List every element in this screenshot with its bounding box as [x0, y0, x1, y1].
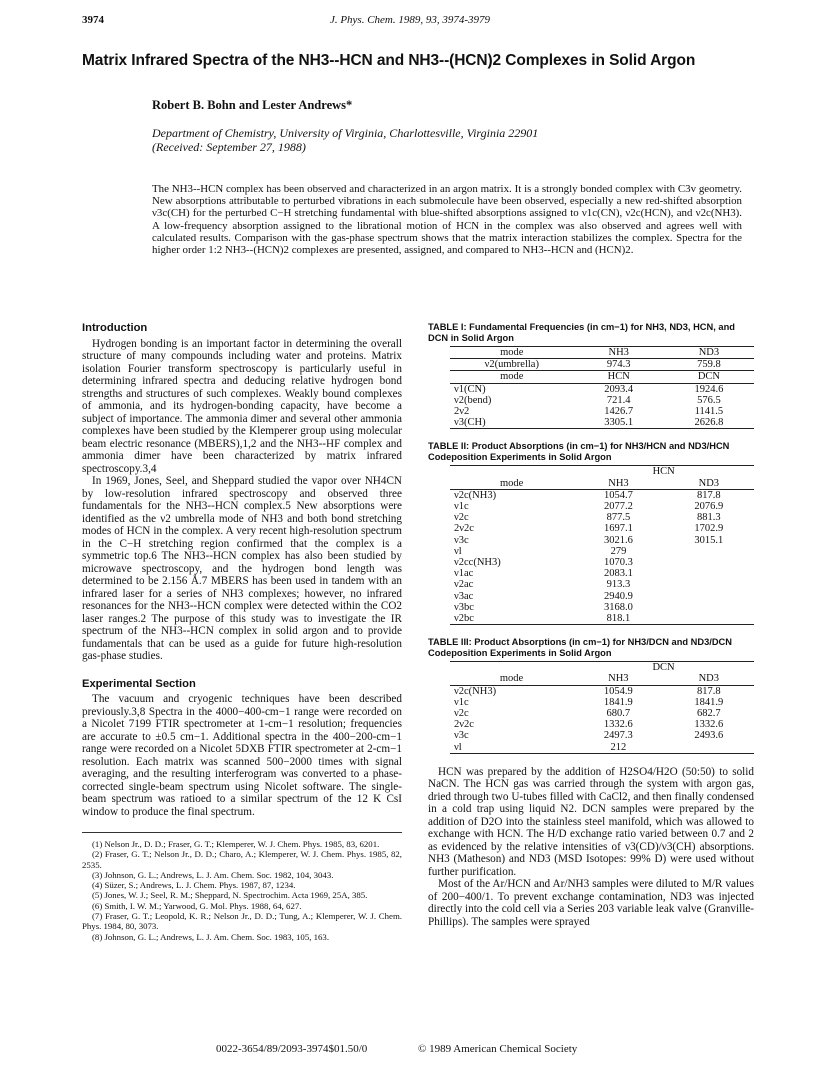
table-cell: 1841.9 — [603, 696, 633, 708]
table-cell: ν2(umbrella) — [450, 359, 574, 371]
affiliation: Department of Chemistry, University of Virginia, Charlottesville, Virginia 22901 — [152, 126, 539, 140]
table-header: ND3 — [664, 673, 754, 685]
table-cell: 3015.1 — [694, 534, 724, 546]
table-row — [450, 697, 754, 708]
table-cell: 1702.9 — [694, 523, 724, 535]
table-cell: 212 — [573, 742, 663, 754]
table-cell — [664, 602, 754, 613]
table-3 — [428, 637, 754, 754]
table-cell: ν3c — [454, 730, 469, 742]
reference-item: (7) Fraser, G. T.; Leopold, K. R.; Nelson Jr., D. D.; Tung, A.; Klemperer, W. J. Chem. Phys. 1984, 80, 3073. — [82, 911, 402, 932]
table-cell — [664, 568, 754, 579]
authors: Robert B. Bohn and Lester Andrews* — [152, 98, 353, 112]
article-title: Matrix Infrared Spectra of the NH3--HCN and NH3--(HCN)2 Complexes in Solid Argon — [82, 52, 696, 69]
table-cell: 881.3 — [697, 512, 721, 524]
table-header: HCN — [574, 371, 664, 383]
table-cell — [664, 546, 754, 557]
table-cell: 721.4 — [606, 394, 631, 406]
table-row — [450, 719, 754, 730]
table-3-grid — [450, 661, 754, 754]
table-cell: 3168.0 — [604, 601, 633, 613]
table-cell: 2ν2c — [454, 523, 474, 535]
table-cell: 1332.6 — [603, 719, 633, 731]
left-column — [82, 322, 402, 942]
table-cell: 877.5 — [606, 512, 631, 524]
table-cell: 2497.3 — [603, 730, 633, 742]
table-cell: 2ν2 — [454, 406, 470, 418]
table-cell: 576.5 — [697, 394, 721, 406]
table-cell: 1070.3 — [604, 557, 633, 569]
table-header: mode — [450, 673, 573, 685]
table-cell — [664, 557, 754, 568]
table-cell: 2077.2 — [604, 501, 633, 513]
table-header: mode — [450, 371, 574, 383]
table-cell: ν3bc — [454, 601, 474, 613]
table-header: DCN — [664, 371, 754, 383]
table-cell — [664, 742, 754, 754]
affiliation-block — [152, 126, 538, 154]
table-header: NH3 — [574, 347, 664, 359]
reference-item: (4) Süzer, S.; Andrews, L. J. Chem. Phys. 1987, 87, 1234. — [92, 880, 296, 891]
table-cell: ν3c — [454, 534, 469, 546]
reference-item: (6) Smith, I. W. M.; Yarwood, G. Mol. Phys. 1988, 64, 627. — [92, 900, 302, 911]
table-cell: 974.3 — [574, 359, 664, 371]
table-cell: 2493.6 — [694, 730, 724, 742]
table-row — [450, 602, 754, 613]
table-row — [450, 512, 754, 523]
table-cell: ν1c — [454, 696, 469, 708]
table-cell: ν2cc(NH3) — [454, 557, 501, 569]
page-number: 3974 — [82, 14, 104, 26]
table-row — [450, 546, 754, 557]
table-cell: ν1c — [454, 501, 469, 513]
table-group-header: DCN — [573, 662, 754, 674]
table-cell: 2083.1 — [604, 568, 633, 580]
table-cell: 759.8 — [664, 359, 754, 371]
table-cell: 680.7 — [606, 708, 631, 720]
table-row — [450, 557, 754, 568]
table-cell: 2940.9 — [604, 590, 633, 602]
table-cell: 682.7 — [696, 708, 721, 720]
table-cell: 1697.1 — [604, 523, 633, 535]
intro-paragraph-2: In 1969, Jones, Seel, and Sheppard studied the vapor over NH4CN by low-resolution infrared spectroscopy and observed three fundamentals for the NH3--HCN complex.5 New absorptions were identified as the ν2 umbrella mode of NH3 and both bond stretching modes of HCN in the complex. A very recent high-resolution spectrum in the C−H stretching region confirmed that the complex is a symmetric top.6 The NH3--HCN complex has also been studied by microwave spectroscopy, and the hydrogen bond length was determined to be 2.156 Å.7 MBERS has been used in tandem with an infrared laser for a series of NH3 complexes; however, no infrared resonances for the NH3--HCN complex were detected within the CO2 laser ranges.2 The purpose of this study was to investigate the IR spectrum of the NH3--HCN complex in solid argon and to provide fundamentals that can be used as a guide for future high-resolution gas-phase studies. — [82, 475, 402, 662]
reference-item: (2) Fraser, G. T.; Nelson Jr., D. D.; Charo, A.; Klemperer, W. J. Chem. Phys. 1985, 82, 2535. — [82, 849, 402, 870]
reference-item: (8) Johnson, G. L.; Andrews, L. J. Am. Chem. Soc. 1983, 105, 163. — [92, 931, 330, 942]
table-row — [450, 730, 754, 741]
table-cell: 818.1 — [573, 613, 663, 625]
table-row — [450, 501, 754, 512]
table-cell: 279 — [610, 545, 627, 557]
article-code: 0022-3654/89/2093-3974$01.50/0 — [216, 1043, 368, 1055]
table-cell: ν2c(NH3) — [454, 489, 497, 501]
table-row — [450, 685, 754, 697]
table-cell: 2093.4 — [604, 383, 634, 395]
table-cell: 1426.7 — [604, 406, 634, 418]
table-2-caption: TABLE II: Product Absorptions (in cm−1) for NH3/HCN and ND3/HCN Codeposition Experiments in Solid Argon — [428, 441, 730, 463]
right-paragraph-1: HCN was prepared by the addition of H2SO4/H2O (50:50) to solid NaCN. The HCN gas was carried through the system with argon gas, dried through two U-tubes filled with CaCl2, and then finally condensed in a cold trap using liquid N2. DCN samples were prepared by the addition of D2O into the stainless steel manifold, which was allowed to exchange with HCN. The H/D exchange ratio varied between 0.7 and 2 as evidenced by the relative intensities of ν3(CD)/ν3(CH) absorptions. NH3 (Matheson) and ND3 (MSD Isotopes: 99% D) were used without further purification. — [428, 765, 754, 878]
table-cell — [664, 613, 754, 625]
reference-item: (1) Nelson Jr., D. D.; Fraser, G. T.; Klemperer, W. J. Chem. Phys. 1985, 83, 6201. — [92, 839, 380, 849]
table-2-grid — [450, 465, 754, 625]
abstract: The NH3--HCN complex has been observed and characterized in an argon matrix. It is a strongly bonded complex with C3v geometry. New absorptions attributable to perturbed vibrations in each submolecule have been observed, especially a new red-shifted absorption ν3c(CH) for the perturbed C−H stretching fundamental with blue-shifted absorptions assigned to ν1c(CN), ν2c(HCN), and ν2c(NH3). A low-frequency absorption assigned to the librational motion of HCN in the complex was also observed and agrees well with calculated results. Comparison with the gas-phase spectrum shows that the matrix interaction stabilizes the complex. Spectra for the higher order 1:2 NH3--(HCN)2 complexes are presented, assigned, and compared to NH3--HCN and (HCN)2. — [152, 183, 742, 257]
table-row — [450, 523, 754, 534]
right-column — [428, 322, 754, 928]
table-cell: ν2c(NH3) — [454, 685, 497, 697]
table-cell: 1841.9 — [694, 696, 724, 708]
table-row — [450, 591, 754, 602]
table-cell — [664, 579, 754, 590]
table-2 — [428, 441, 754, 625]
table-1-caption: TABLE I: Fundamental Frequencies (in cm−1) for NH3, ND3, HCN, and DCN in Solid Argon — [428, 322, 735, 343]
table-cell: ν2bc — [450, 613, 573, 625]
table-1-grid — [450, 346, 754, 429]
intro-heading: Introduction — [82, 322, 148, 334]
table-cell: 913.3 — [606, 579, 631, 591]
table-cell: ν2(bend) — [454, 394, 492, 406]
table-cell: ν2c — [454, 708, 469, 720]
table-cell: 817.8 — [697, 489, 721, 501]
table-header: NH3 — [573, 478, 663, 490]
table-cell: 817.8 — [696, 685, 721, 697]
table-cell: ν2c — [454, 512, 469, 524]
table-header: ND3 — [664, 478, 754, 490]
table-row — [450, 489, 754, 501]
experimental-paragraph-1: The vacuum and cryogenic techniques have been described previously.3,8 Spectra in the 4000−400-cm−1 range were recorded on a Nicolet 7199 FTIR spectrometer at 1-cm−1 resolution; frequencies are accurate to ±0.5 cm−1. Additional spectra in the 400−200-cm−1 range were recorded on a Nicolet 5DXB FTIR spectrometer at 2-cm−1 resolution. Each matrix was scanned 500−2000 times with signal averaging, and the resulting interferogram was converted to a phase-corrected single-beam spectrum using Nicolet software. The single-beam spectrum was ratioed to a similar spectrum of the 12 K CsI window to produce the final spectrum. — [82, 693, 402, 818]
received-date: (Received: September 27, 1988) — [152, 140, 306, 154]
table-cell — [664, 591, 754, 602]
table-header: ND3 — [664, 347, 754, 359]
table-row — [450, 742, 754, 754]
table-cell: ν2ac — [454, 579, 474, 591]
right-paragraph-2: Most of the Ar/HCN and Ar/NH3 samples were diluted to M/R values of 200−400/1. To prevent exchange contamination, ND3 was injected directly into the cold cell via a Series 203 variable leak valve (Granville-Phillips). The samples were sprayed — [428, 878, 754, 928]
table-cell: 3305.1 — [574, 417, 664, 429]
table-group-header: HCN — [573, 466, 754, 478]
table-cell: ν1(CN) — [454, 383, 486, 395]
table-cell: 1141.5 — [694, 406, 724, 418]
experimental-heading: Experimental Section — [82, 677, 196, 690]
table-row — [450, 708, 754, 719]
reference-item: (3) Johnson, G. L.; Andrews, L. J. Am. Chem. Soc. 1982, 104, 3043. — [92, 869, 334, 880]
table-header: mode — [450, 347, 574, 359]
table-cell: 2076.9 — [694, 501, 724, 513]
table-cell: 1924.6 — [694, 383, 724, 395]
table-cell: νl — [450, 742, 573, 754]
journal-citation: J. Phys. Chem. 1989, 93, 3974-3979 — [329, 14, 491, 26]
table-cell: νl — [454, 545, 462, 557]
table-cell: 3021.6 — [604, 534, 633, 546]
table-row — [450, 535, 754, 546]
table-cell: 2ν2c — [454, 719, 474, 731]
table-cell: ν1ac — [454, 568, 474, 580]
table-cell: ν3ac — [454, 590, 474, 602]
table-header: NH3 — [573, 673, 663, 685]
reference-item: (5) Jones, W. J.; Seel, R. M.; Sheppard, N. Spectrochim. Acta 1969, 25A, 385. — [92, 890, 368, 901]
references — [82, 832, 402, 942]
table-cell: ν3(CH) — [450, 417, 574, 429]
intro-paragraph-1: Hydrogen bonding is an important factor in determining the overall structure of many compounds including water and proteins. Matrix isolation Fourier transform spectroscopy is particularly useful in determining infrared spectra and deducing relative hydrogen bond strengths and structures of such complexes. Weakly bound complexes of ammonia, and its hydrogen-bonding capacity, have become a subject of importance. The ammonia dimer and several other ammonia complexes have been studied by the Klemperer group using molecular beam electric resonance (MBERS),1,2 and the NH3--HF complex and ammonia dimer have been characterized by matrix infrared spectroscopy.3,4 — [82, 337, 402, 475]
table-3-caption: TABLE III: Product Absorptions (in cm−1) for NH3/DCN and ND3/DCN Codeposition Experiments in Solid Argon — [428, 637, 732, 659]
table-row — [450, 568, 754, 579]
copyright: © 1989 American Chemical Society — [418, 1043, 578, 1055]
table-cell: 1332.6 — [694, 719, 724, 731]
table-row — [450, 579, 754, 590]
table-row — [450, 613, 754, 625]
table-header: mode — [450, 478, 573, 490]
table-1 — [428, 322, 754, 429]
table-cell: 1054.7 — [604, 489, 633, 501]
table-cell: 2626.8 — [664, 417, 754, 429]
table-cell: 1054.9 — [603, 685, 633, 697]
